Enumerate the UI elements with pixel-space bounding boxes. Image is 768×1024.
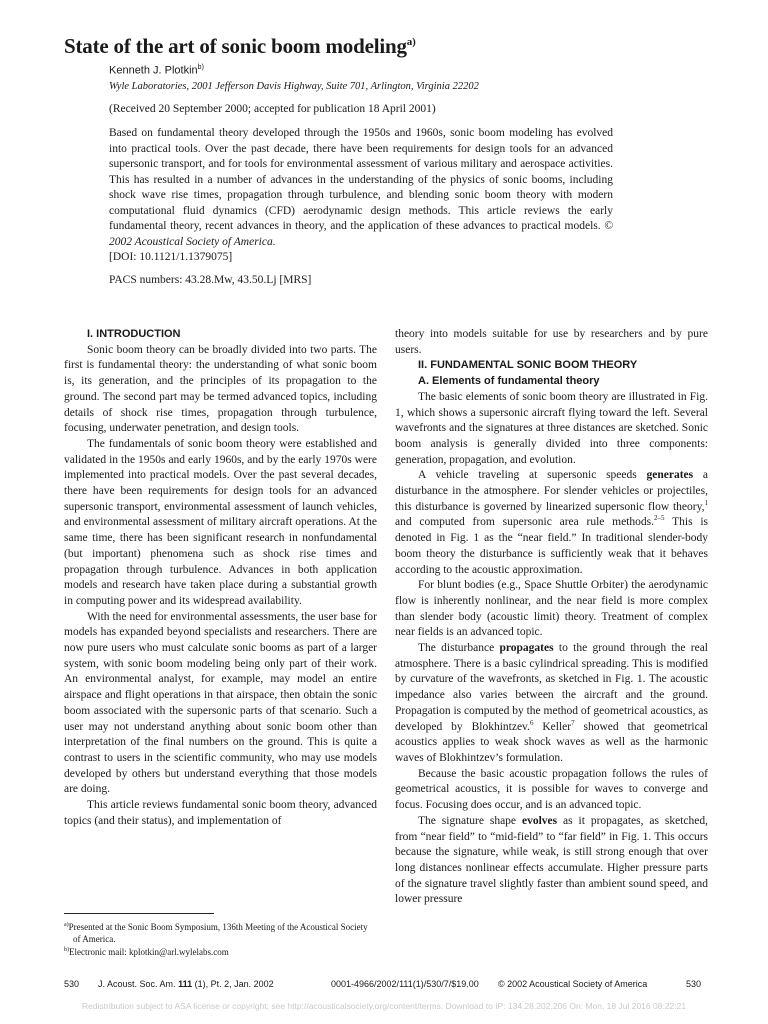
title-footnote-mark: a) <box>406 36 416 48</box>
emphasis-generates: generates <box>646 469 694 482</box>
left-column <box>64 327 377 830</box>
paragraph: The basic elements of sonic boom theory are illustrated in Fig. 1, which shows a supersonic aircraft flying toward the left. Several wavefronts and the signatures at three distances are sketched. Sonic boom analysis is generally divided into three components: generation, propagation, and evolution. <box>395 390 708 466</box>
paragraph: The disturbance propagates to the ground through the real atmosphere. There is a basic cylindrical spreading. This is modified by curvature of the wavefronts, as sketched in Fig. 1. The acoustic impedance also varies between the aircraft and the ground. Propagation is computed by the method of geometrical acoustics, as developed by Blokhintzev.$^6$ Keller$^7$ showed that geometrical acoustics applies to weak shock waves as well as the harmonic waves of Blokhintzev’s formulation. <box>395 642 708 764</box>
section-heading-introduction: I. INTRODUCTION <box>87 328 181 340</box>
abstract-text: Based on fundamental theory developed through the 1950s and 1960s, sonic boom modeling has evolved into practical tools. Over the past decade, there have been requirements for design tools for an advanced supersonic transport, and for tools for environmental assessment of various military and aerospace activities. This has resulted in a number of advances in the understanding of the physics of sonic booms, including shock wave rise times, propagation through turbulence, and blending sonic boom theory with modern computational fluid dynamics (CFD) aerodynamic design methods. This article reviews the early fundamental theory, recent advances in theory, and the application of these advances to practical models. <box>109 127 613 232</box>
paragraph: The fundamentals of sonic boom theory were established and validated in the 1950s and early 1960s, and by the early 1970s were implemented into practical models. Over the past several decades, there have been requirements for design tools for an advanced supersonic transport, environmental assessment of launch vehicles, and environmental assessment of military aircraft operations. At the same time, there has been significant research in nonfundamental (but important) phenomena such as shock rise times and propagation through turbulence. Advances in both application models and research have taken place during a substantial growth in computing power and its widespread availability. <box>64 437 377 607</box>
paragraph: With the need for environmental assessments, the user base for models has expanded beyond specialists and researchers. There are now pure users who must calculate sonic booms as part of a larger system, with sonic boom modeling being only part of their work. An environmental analyst, for example, may model an entire airspace and flight operations in that airspace, then obtain the sonic boom associated with the supersonic parts of that scenario. Such a user may not understand anything about sonic boom other than interpretation of the final numbers on the ground. This is quite a contrast to users in the scientific community, who may use models developed by others but understand everything that those models are doing. <box>64 610 377 796</box>
pacs-numbers: PACS numbers: 43.28.Mw, 43.50.Lj [MRS] <box>109 274 312 286</box>
page-number-right: 530 <box>686 979 702 989</box>
emphasis-evolves: evolves <box>521 814 558 827</box>
article-title: State of the art of sonic boom modeling$^{a)}$ <box>64 34 416 58</box>
footnote-b: $^{b)}$Electronic mail: kplotkin@arl.wylelabs.com <box>64 947 229 957</box>
received-dates: (Received 20 September 2000; accepted for publication 18 April 2001) <box>109 103 436 115</box>
paragraph: For blunt bodies (e.g., Space Shuttle Orbiter) the aerodynamic flow is inherently nonlinear, and the near field is more complex than slender body (acoustic limit) theory. Treatment of complex near fields is an advanced topic. <box>395 579 708 639</box>
emphasis-propagates: propagates <box>499 642 554 655</box>
journal-codes: 0001-4966/2002/111(1)/530/7/$19.00 <box>331 979 479 989</box>
paragraph: A vehicle traveling at supersonic speeds generates a disturbance in the atmosphere. For slender vehicles or projectiles, this disturbance is governed by linearized supersonic flow theory,$^1$ and computed from supersonic area rule methods.$^{2-5}$ This is denoted in Fig. 1 as the “near field.” In traditional slender-body boom theory the disturbance is sufficiently weak that it behaves according to the acoustic approximation. <box>395 469 709 576</box>
citation-ref: 7 <box>571 718 575 727</box>
doi: [DOI: 10.1121/1.1379075] <box>109 251 233 263</box>
abstract-copyright: © 2002 Acoustical Society of America. <box>109 220 613 248</box>
abstract <box>109 126 613 266</box>
author-affiliation: Wyle Laboratories, 2001 Jefferson Davis Highway, Suite 701, Arlington, Virginia 22202 <box>109 81 479 92</box>
footnote-a: $^{a)}$Presented at the Sonic Boom Symposium, 136th Meeting of the Acoustical Society of America. <box>64 922 368 944</box>
page-number-left: 530 <box>64 979 80 989</box>
citation-ref: 6 <box>529 718 534 727</box>
journal-volume: 111 <box>178 979 193 989</box>
journal-citation: J. Acoust. Soc. Am. 111 (1), Pt. 2, Jan. 2002 <box>98 979 274 989</box>
footer-copyright: © 2002 Acoustical Society of America <box>498 979 648 989</box>
paragraph-continued: theory into models suitable for use by researchers and by pure users. <box>395 328 708 356</box>
footnotes <box>64 920 377 959</box>
paragraph: Because the basic acoustic propagation follows the rules of geometrical acoustics, it is possible for waves to converge and focus. Focusing does occur, and is an advanced topic. <box>395 767 708 812</box>
author-footnote-mark: b) <box>197 64 204 71</box>
redistribution-watermark: Redistribution subject to ASA license or copyright; see http://acousticalsociety.org/content/terms. Download to IP: 134.28.202.206 On: Mon, 18 Jul 2016 08:22:21 <box>81 1001 687 1011</box>
citation-ref: 2–5 <box>654 514 665 523</box>
subsection-heading-elements: A. Elements of fundamental theory <box>418 375 600 388</box>
citation-ref: 1 <box>704 498 708 507</box>
right-column <box>395 327 708 908</box>
author-name: Kenneth J. Plotkin$^{b)}$ <box>109 64 204 77</box>
footnote-divider <box>64 913 214 914</box>
paragraph: This article reviews fundamental sonic boom theory, advanced topics (and their status), and implementation of <box>64 799 377 827</box>
paragraph: Sonic boom theory can be broadly divided into two parts. The first is fundamental theory: the understanding of what sonic boom is, its generation, and the principles of its propagation to the ground. The second part may be termed advanced topics, including details of shock rise times, propagation through turbulence, focusing, underwater penetration, and design tools. <box>64 343 377 435</box>
paragraph: The signature shape evolves as it propagates, as sketched, from “near field” to “mid-field” to “far field” in Fig. 1. This occurs because the signature, while weak, is still strong enough that over long distances nonlinear effects accumulate. Higher pressure parts of the signature travel slightly faster than ambient sound speed, and lower pressure <box>395 814 709 906</box>
section-heading-fundamental-theory: II. FUNDAMENTAL SONIC BOOM THEORY <box>418 359 638 372</box>
